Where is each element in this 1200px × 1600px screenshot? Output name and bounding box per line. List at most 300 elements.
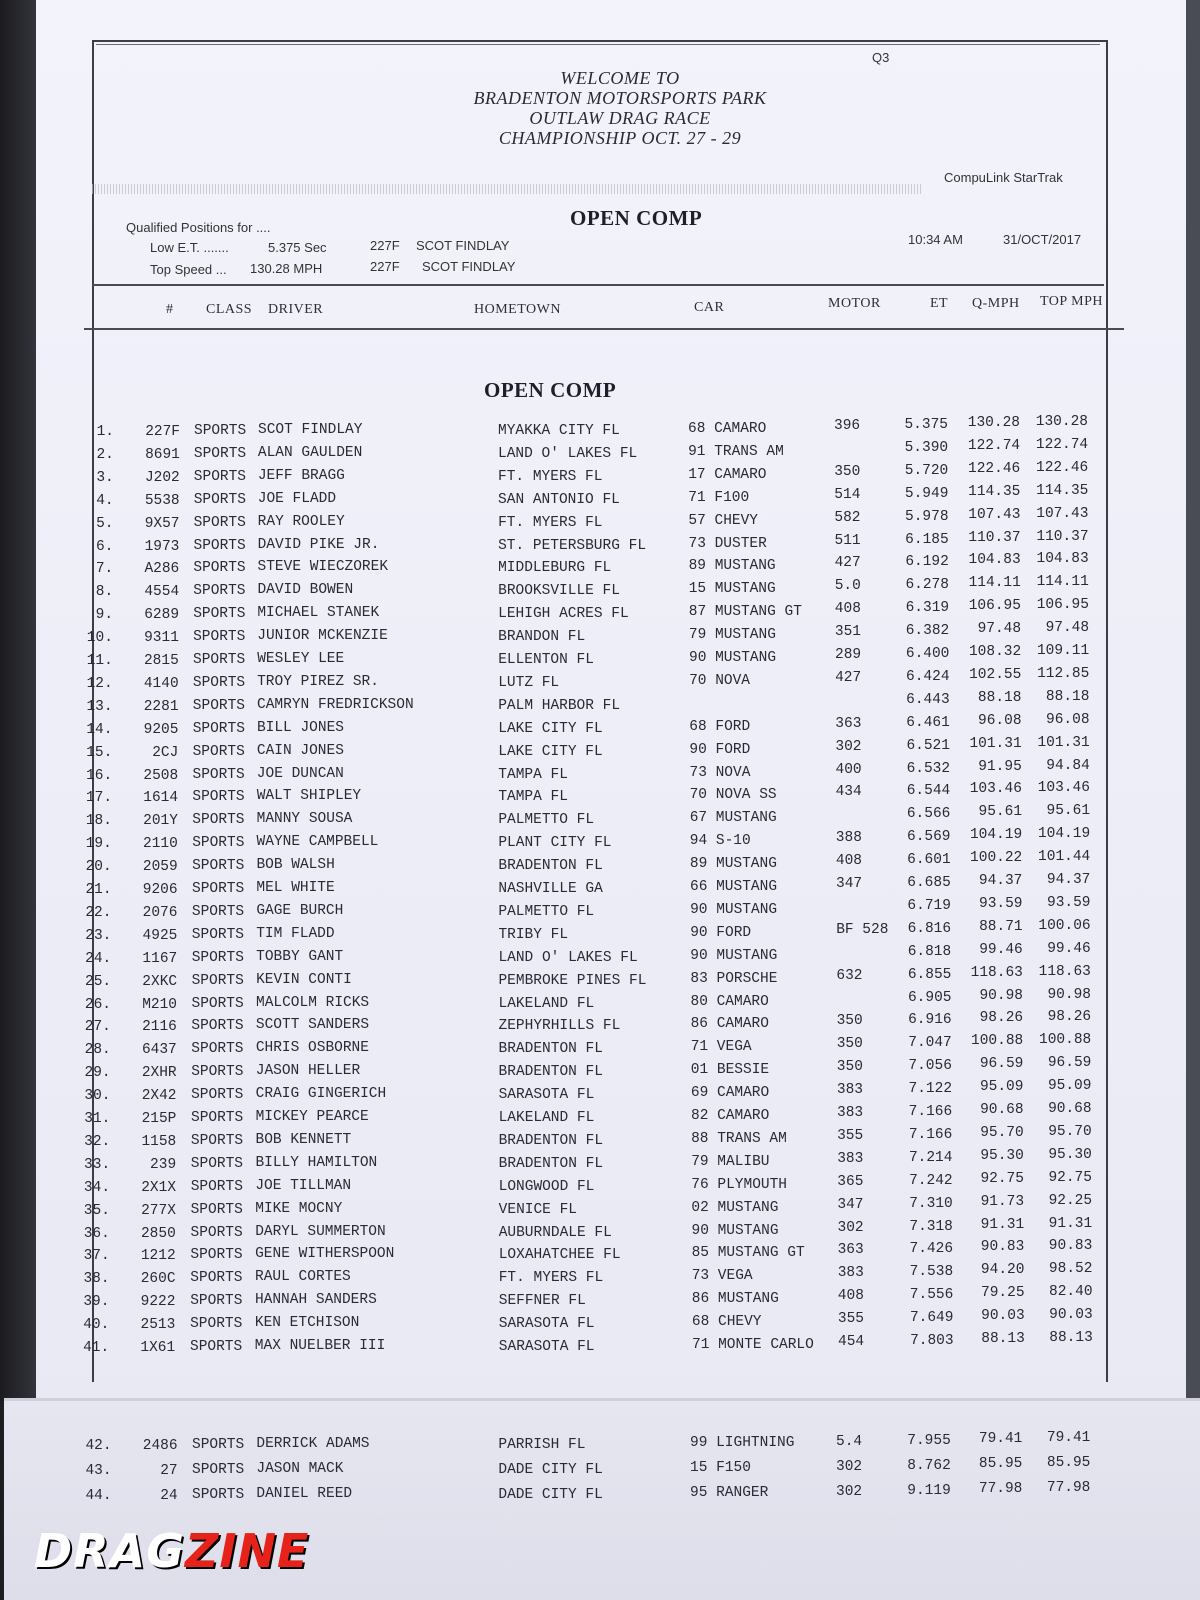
cell-car: 90 MUSTANG <box>689 650 777 666</box>
cell-qmph: 91.95 <box>978 758 1022 775</box>
cell-hometown: PLANT CITY FL <box>498 835 612 852</box>
cell-et: 9.119 <box>907 1483 951 1499</box>
cell-qmph: 94.37 <box>978 873 1023 889</box>
cell-car-number: 9206 <box>142 882 178 898</box>
cell-class: SPORTS <box>190 1316 243 1333</box>
cell-hometown: BRANDON FL <box>498 629 586 646</box>
header-rule-top <box>92 284 1104 286</box>
cell-car: 70 NOVA SS <box>689 787 777 804</box>
cell-car-number: 27 <box>160 1463 178 1479</box>
cell-car: 87 MUSTANG GT <box>688 604 802 621</box>
cell-qmph: 92.75 <box>980 1170 1024 1187</box>
cell-et: 5.390 <box>904 439 949 456</box>
cell-car-number: 1158 <box>141 1133 177 1150</box>
cell-motor: 350 <box>836 1059 863 1076</box>
cell-et: 6.544 <box>906 783 951 800</box>
cell-class: SPORTS <box>190 1201 243 1218</box>
cell-position: 42. <box>85 1438 112 1454</box>
cell-motor: 347 <box>837 1196 864 1213</box>
cell-qmph: 122.74 <box>967 437 1021 454</box>
cell-car: 71 VEGA <box>690 1039 752 1056</box>
cell-driver: KEN ETCHISON <box>254 1315 360 1332</box>
cell-car: 73 VEGA <box>691 1268 753 1285</box>
cell-driver: WESLEY LEE <box>257 651 345 667</box>
cell-hometown: SAN ANTONIO FL <box>498 491 620 508</box>
cell-et: 8.762 <box>907 1458 951 1474</box>
cell-position: 30. <box>84 1088 111 1105</box>
cell-driver: ALAN GAULDEN <box>257 444 363 461</box>
cell-class: SPORTS <box>192 1462 245 1478</box>
cell-motor: 363 <box>835 715 862 732</box>
cell-position: 27. <box>84 1019 111 1036</box>
cell-top-mph: 90.03 <box>1049 1307 1093 1324</box>
cell-class: SPORTS <box>191 1041 244 1058</box>
cell-driver: JOE DUNCAN <box>256 765 344 782</box>
cell-hometown: LAKELAND FL <box>498 995 595 1012</box>
cell-car-number: 1973 <box>144 538 180 555</box>
cell-car-number: 4925 <box>142 927 178 944</box>
cell-et: 7.955 <box>907 1433 951 1449</box>
logo-part1: DRAG <box>34 1524 185 1578</box>
cell-class: SPORTS <box>191 903 245 920</box>
cell-class: SPORTS <box>193 629 246 646</box>
cell-class: SPORTS <box>194 423 247 439</box>
cell-qmph: 94.20 <box>980 1262 1025 1279</box>
cell-class: SPORTS <box>192 1437 245 1453</box>
col-header-hometown: HOMETOWN <box>474 302 561 317</box>
cell-position: 28. <box>84 1042 111 1059</box>
cell-driver: JASON MACK <box>256 1461 344 1477</box>
vendor-label: CompuLink StarTrak <box>944 170 1063 185</box>
cell-motor: 350 <box>836 1013 863 1030</box>
cell-car-number: 9222 <box>140 1294 176 1311</box>
cell-driver: GENE WITHERSPOON <box>255 1246 395 1263</box>
cell-motor: 351 <box>834 624 861 641</box>
cell-car: 57 CHEVY <box>688 512 759 529</box>
print-time: 10:34 AM <box>908 232 963 247</box>
cell-motor: 427 <box>835 669 862 686</box>
cell-car: 01 BESSIE <box>690 1062 770 1079</box>
cell-car-number: 2281 <box>143 698 179 715</box>
cell-car-number: 2850 <box>140 1225 176 1242</box>
cell-car-number: 227F <box>145 424 180 440</box>
cell-car: 76 PLYMOUTH <box>691 1176 788 1193</box>
cell-top-mph: 104.83 <box>1036 551 1089 568</box>
cell-hometown: SARASOTA FL <box>498 1339 595 1355</box>
cell-top-mph: 96.08 <box>1046 711 1090 728</box>
cell-et: 6.569 <box>907 829 951 846</box>
cell-hometown: PALMETTO FL <box>498 903 595 920</box>
cell-hometown: FT. MYERS FL <box>498 1270 604 1287</box>
event-title <box>360 68 880 148</box>
cell-position: 7. <box>95 561 114 578</box>
sheet-border-inner <box>96 44 1100 45</box>
col-header-driver: DRIVER <box>268 302 324 317</box>
cell-et: 6.818 <box>907 943 952 960</box>
cell-class: SPORTS <box>192 697 246 714</box>
cell-car: 71 MONTE CARLO <box>692 1337 814 1353</box>
cell-car: 83 PORSCHE <box>690 970 778 987</box>
cell-hometown: BRADENTON FL <box>498 1155 604 1172</box>
logo-part2: ZINE <box>184 1524 310 1578</box>
cell-et: 6.400 <box>905 646 950 662</box>
low-et-driver: SCOT FINDLAY <box>416 238 510 253</box>
low-et-label: Low E.T. ....... <box>150 240 229 255</box>
cell-car-number: 1X61 <box>140 1340 176 1356</box>
col-header-car: CAR <box>694 300 725 315</box>
cell-driver: MAX NUELBER III <box>254 1338 386 1354</box>
cell-top-mph: 109.11 <box>1036 643 1090 659</box>
cell-class: SPORTS <box>193 445 247 462</box>
cell-car: 90 MUSTANG <box>691 1222 779 1239</box>
cell-class: SPORTS <box>190 1339 243 1355</box>
cell-driver: MALCOLM RICKS <box>256 994 370 1011</box>
cell-top-mph: 92.75 <box>1048 1169 1092 1186</box>
cell-hometown: PALM HARBOR FL <box>498 697 621 714</box>
cell-class: SPORTS <box>192 1487 245 1503</box>
header-hatch-divider <box>92 184 922 194</box>
cell-car: 95 RANGER <box>690 1485 769 1501</box>
cell-driver: DERRICK ADAMS <box>256 1436 370 1452</box>
cell-class: SPORTS <box>192 881 245 897</box>
cell-car: 15 F150 <box>690 1460 751 1476</box>
cell-qmph: 103.46 <box>969 781 1022 798</box>
cell-top-mph: 110.37 <box>1036 528 1089 545</box>
cell-top-mph: 90.68 <box>1048 1101 1092 1117</box>
cell-hometown: PALMETTO FL <box>498 812 595 829</box>
cell-car: 94 S-10 <box>689 833 751 850</box>
cell-qmph: 79.25 <box>981 1285 1025 1302</box>
cell-top-mph: 99.46 <box>1047 940 1091 957</box>
cell-car: 79 MUSTANG <box>688 627 776 644</box>
cell-class: SPORTS <box>193 468 247 485</box>
cell-top-mph: 98.52 <box>1048 1261 1093 1278</box>
cell-hometown: ZEPHYRHILLS FL <box>498 1018 621 1035</box>
cell-top-mph: 77.98 <box>1046 1480 1091 1496</box>
cell-position: 24. <box>85 950 112 967</box>
cell-qmph: 90.98 <box>979 987 1023 1004</box>
cell-hometown: TRIBY FL <box>498 926 569 943</box>
cell-et: 7.056 <box>908 1058 952 1075</box>
cell-car: 68 CHEVY <box>691 1314 762 1331</box>
cell-hometown: LAKE CITY FL <box>498 743 603 760</box>
cell-position: 29. <box>84 1065 111 1082</box>
cell-driver: JASON HELLER <box>255 1063 361 1080</box>
cell-motor: 454 <box>838 1334 865 1350</box>
cell-position: 14. <box>86 721 113 738</box>
cell-hometown: VENICE FL <box>498 1201 577 1218</box>
cell-top-mph: 118.63 <box>1038 963 1091 980</box>
cell-position: 21. <box>85 882 112 898</box>
cell-class: SPORTS <box>193 537 246 554</box>
cell-driver: CAMRYN FREDRICKSON <box>257 696 414 713</box>
cell-motor: 383 <box>837 1105 864 1121</box>
cell-position: 33. <box>84 1156 111 1173</box>
print-date: 31/OCT/2017 <box>1003 232 1082 247</box>
cell-hometown: BRADENTON FL <box>498 1132 604 1149</box>
cell-class: SPORTS <box>193 583 246 600</box>
cell-qmph: 96.08 <box>978 712 1022 729</box>
cell-car-number: M210 <box>142 996 177 1013</box>
cell-car: 91 TRANS AM <box>688 443 784 460</box>
cell-car: 88 TRANS AM <box>691 1130 787 1147</box>
cell-top-mph: 98.26 <box>1047 1009 1092 1026</box>
cell-position: 36. <box>83 1225 110 1242</box>
cell-motor: 434 <box>835 784 862 801</box>
cell-hometown: TAMPA FL <box>498 766 568 783</box>
cell-class: SPORTS <box>193 491 246 508</box>
cell-class: SPORTS <box>191 972 244 989</box>
cell-driver: STEVE WIECZOREK <box>257 559 389 576</box>
cell-top-mph: 106.95 <box>1036 597 1089 614</box>
cell-driver: MEL WHITE <box>256 880 335 896</box>
cell-et: 6.424 <box>906 668 950 685</box>
cell-qmph: 91.73 <box>980 1193 1025 1210</box>
top-speed-label: Top Speed ... <box>150 262 227 277</box>
cell-hometown: ELLENTON FL <box>498 652 594 668</box>
cell-hometown: PARRISH FL <box>498 1437 586 1453</box>
col-header-class: CLASS <box>206 302 253 317</box>
cell-motor: 514 <box>834 486 861 503</box>
cell-et: 6.185 <box>905 531 949 548</box>
cell-class: SPORTS <box>191 995 244 1012</box>
cell-et: 6.719 <box>907 897 951 914</box>
cell-position: 15. <box>86 744 113 761</box>
cell-car: 69 CAMARO <box>690 1085 770 1102</box>
cell-et: 5.949 <box>904 485 949 502</box>
cell-car-number: 2116 <box>142 1019 177 1036</box>
cell-position: 19. <box>85 836 112 853</box>
cell-car: 99 LIGHTNING <box>690 1435 795 1451</box>
cell-et: 6.816 <box>907 920 952 937</box>
cell-class: SPORTS <box>192 743 245 760</box>
cell-class: SPORTS <box>192 766 245 783</box>
cell-car: 73 DUSTER <box>688 535 767 552</box>
cell-top-mph: 90.98 <box>1047 986 1091 1003</box>
cell-top-mph: 88.18 <box>1045 688 1090 705</box>
cell-motor: 5.4 <box>836 1434 863 1450</box>
cell-car-number: 8691 <box>145 446 180 463</box>
cell-position: 13. <box>86 698 113 715</box>
cell-car: 89 MUSTANG <box>689 856 777 873</box>
cell-et: 6.916 <box>908 1012 952 1029</box>
cell-motor: 383 <box>837 1265 864 1282</box>
cell-driver: TIM FLADD <box>256 925 335 942</box>
top-speed-driver: SCOT FINDLAY <box>422 259 516 274</box>
cell-position: 1. <box>96 424 114 440</box>
cell-motor: 302 <box>836 1459 863 1475</box>
cell-position: 35. <box>83 1202 110 1219</box>
cell-top-mph: 95.70 <box>1048 1123 1092 1140</box>
sheet-fold-edge <box>4 1398 1200 1401</box>
cell-motor: 350 <box>834 463 861 480</box>
cell-car-number: 2076 <box>142 904 178 921</box>
cell-qmph: 90.03 <box>981 1308 1025 1325</box>
cell-hometown: MIDDLEBURG FL <box>498 560 612 577</box>
cell-driver: JUNIOR MCKENZIE <box>257 628 388 645</box>
cell-top-mph: 94.37 <box>1046 872 1091 888</box>
cell-motor: 289 <box>835 647 862 663</box>
cell-motor: 400 <box>835 761 862 778</box>
cell-qmph: 96.59 <box>979 1056 1024 1073</box>
cell-qmph: 79.41 <box>978 1431 1023 1447</box>
cell-driver: MICKEY PEARCE <box>255 1109 369 1125</box>
cell-car: 15 MUSTANG <box>688 581 776 598</box>
cell-car-number: 9X57 <box>144 515 180 532</box>
cell-car-number: 215P <box>141 1111 177 1127</box>
cell-qmph: 95.61 <box>978 804 1023 821</box>
cell-car-number: 277X <box>141 1202 176 1219</box>
cell-qmph: 88.18 <box>977 689 1022 706</box>
cell-hometown: BRADENTON FL <box>498 1041 603 1058</box>
cell-et: 7.122 <box>908 1081 953 1098</box>
cell-car: 68 CAMARO <box>688 421 767 437</box>
col-header-et: ET <box>930 296 949 311</box>
cell-car: 73 NOVA <box>689 764 751 781</box>
cell-class: SPORTS <box>190 1155 244 1172</box>
cell-et: 7.649 <box>909 1310 954 1327</box>
cell-motor: 388 <box>835 830 862 847</box>
cell-top-mph: 104.19 <box>1037 826 1091 843</box>
cell-qmph: 90.83 <box>980 1239 1025 1256</box>
cell-position: 17. <box>85 790 113 807</box>
cell-hometown: PEMBROKE PINES FL <box>498 972 647 989</box>
cell-car-number: 6289 <box>144 607 180 624</box>
cell-class: SPORTS <box>190 1178 243 1195</box>
cell-position: 41. <box>83 1340 110 1356</box>
cell-car-number: 1167 <box>142 950 178 967</box>
cell-motor: 408 <box>837 1288 864 1305</box>
cell-qmph: 88.71 <box>979 918 1023 935</box>
cell-qmph: 106.95 <box>968 598 1021 615</box>
cell-et: 6.532 <box>906 760 951 777</box>
cell-car-number: 2CJ <box>152 744 179 761</box>
cell-car-number: 201Y <box>143 813 178 830</box>
cell-top-mph: 107.43 <box>1036 505 1089 522</box>
cell-et: 5.375 <box>904 417 948 433</box>
cell-et: 7.556 <box>909 1287 954 1304</box>
cell-position: 2. <box>96 446 114 463</box>
cell-et: 6.855 <box>907 966 952 983</box>
cell-et: 6.278 <box>905 577 949 594</box>
cell-qmph: 100.88 <box>971 1033 1024 1050</box>
cell-car-number: 2513 <box>140 1317 176 1334</box>
cell-et: 6.443 <box>906 691 950 708</box>
cell-top-mph: 100.06 <box>1038 917 1091 934</box>
cell-class: SPORTS <box>190 1132 244 1149</box>
cell-driver: TROY PIREZ SR. <box>257 673 379 690</box>
cell-car: 89 MUSTANG <box>688 558 776 575</box>
cell-qmph: 85.95 <box>978 1456 1023 1472</box>
col-header-motor: MOTOR <box>828 296 881 311</box>
cell-et: 6.685 <box>907 875 951 891</box>
cell-class: SPORTS <box>190 1293 243 1310</box>
cell-et: 6.566 <box>906 806 951 823</box>
cell-top-mph: 130.28 <box>1035 414 1088 430</box>
cell-class: SPORTS <box>193 606 246 623</box>
cell-class: SPORTS <box>193 514 246 531</box>
cell-motor: 427 <box>834 555 861 572</box>
cell-hometown: BRADENTON FL <box>498 1064 603 1081</box>
cell-driver: BILLY HAMILTON <box>255 1154 378 1171</box>
dragzine-logo <box>34 1524 310 1578</box>
cell-driver: BILL JONES <box>256 719 344 736</box>
cell-class: SPORTS <box>190 1270 243 1287</box>
cell-driver: JOE TILLMAN <box>255 1177 352 1194</box>
cell-top-mph: 114.35 <box>1036 482 1089 499</box>
cell-top-mph: 79.41 <box>1046 1430 1091 1446</box>
cell-car-number: 4140 <box>143 675 179 692</box>
cell-class: SPORTS <box>193 560 246 577</box>
cell-et: 6.905 <box>907 989 952 1006</box>
cell-motor: 632 <box>836 967 863 984</box>
cell-driver: JOE FLADD <box>257 490 337 507</box>
cell-driver: GAGE BURCH <box>256 902 344 919</box>
cell-motor: 396 <box>834 418 861 434</box>
cell-qmph: 110.37 <box>968 529 1021 546</box>
cell-car-number: 2110 <box>143 836 178 853</box>
cell-car-number: 9311 <box>144 630 179 647</box>
cell-qmph: 104.19 <box>969 827 1023 844</box>
cell-car-number: 2X42 <box>141 1088 177 1105</box>
qualified-label: Qualified Positions for .... <box>126 220 271 235</box>
cell-class: SPORTS <box>191 926 245 943</box>
cell-motor: 383 <box>836 1082 863 1099</box>
cell-driver: BOB WALSH <box>256 857 335 874</box>
cell-position: 4. <box>96 492 114 509</box>
cell-position: 11. <box>86 653 113 669</box>
cell-position: 8. <box>95 584 114 601</box>
cell-car: 71 F100 <box>688 489 750 506</box>
cell-et: 6.521 <box>906 737 950 754</box>
title-line: CHAMPIONSHIP OCT. 27 - 29 <box>498 128 742 148</box>
cell-qmph: 98.26 <box>979 1010 1024 1027</box>
class-title: OPEN COMP <box>570 206 703 230</box>
cell-driver: SCOTT SANDERS <box>255 1017 370 1034</box>
cell-car-number: 2508 <box>143 767 179 784</box>
cell-qmph: 107.43 <box>968 506 1021 523</box>
cell-car: 82 CAMARO <box>691 1108 770 1124</box>
cell-et: 7.047 <box>908 1035 952 1052</box>
col-header-num: # <box>166 302 174 317</box>
title-line: BRADENTON MOTORSPORTS PARK <box>473 88 767 108</box>
cell-position: 10. <box>86 630 113 647</box>
cell-top-mph: 122.46 <box>1036 459 1089 476</box>
cell-position: 39. <box>83 1294 110 1311</box>
cell-car: 86 CAMARO <box>690 1016 769 1033</box>
cell-top-mph: 82.40 <box>1049 1284 1093 1301</box>
cell-position: 5. <box>96 515 114 532</box>
sheet-id: Q3 <box>872 50 890 65</box>
cell-motor: BF 528 <box>836 921 889 938</box>
cell-car: 90 FORD <box>690 924 752 941</box>
cell-qmph: 100.22 <box>970 850 1023 867</box>
cell-position: 26. <box>84 996 111 1013</box>
cell-top-mph: 100.88 <box>1039 1032 1092 1049</box>
cell-et: 7.166 <box>908 1104 953 1120</box>
cell-hometown: BRADENTON FL <box>498 858 603 875</box>
cell-driver: DANIEL REED <box>256 1486 353 1502</box>
cell-position: 12. <box>86 675 113 692</box>
cell-hometown: SARASOTA FL <box>498 1316 595 1333</box>
cell-qmph: 95.09 <box>979 1079 1024 1096</box>
cell-class: SPORTS <box>190 1247 243 1264</box>
cell-driver: DARYL SUMMERTON <box>255 1223 386 1240</box>
cell-class: SPORTS <box>192 789 245 806</box>
cell-hometown: FT. MYERS FL <box>498 514 603 531</box>
cell-driver: CHRIS OSBORNE <box>255 1040 369 1057</box>
cell-top-mph: 97.48 <box>1045 620 1090 637</box>
